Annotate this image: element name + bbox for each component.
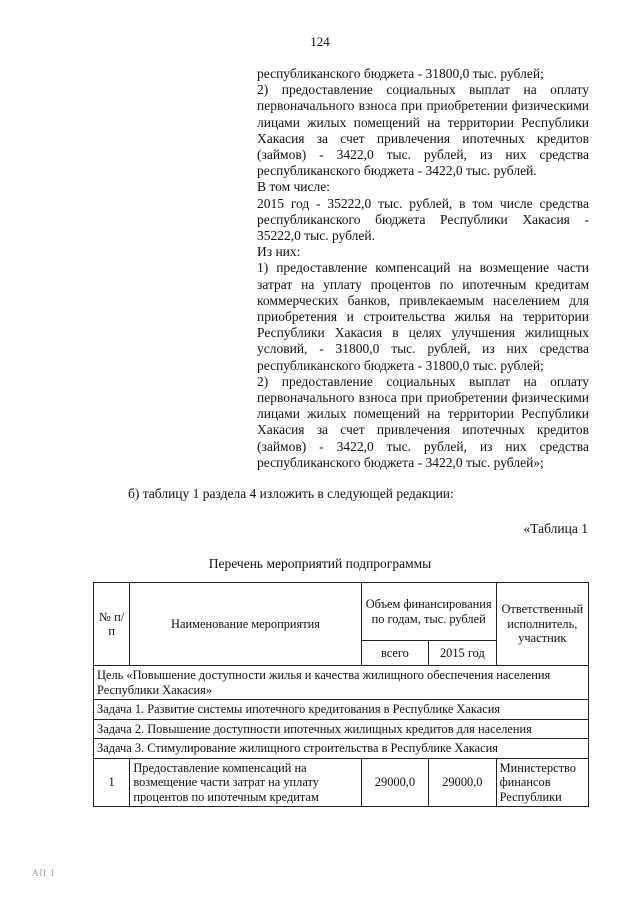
- body-paragraph: В том числе:: [257, 179, 330, 195]
- header-num: № п/п: [94, 583, 130, 666]
- header-funding: Объем финансирования по годам, тыс. рублей: [361, 583, 496, 641]
- item-responsible: Министерство финансов Республики: [496, 758, 588, 807]
- header-year: 2015 год: [429, 641, 496, 666]
- table-title: Перечень мероприятий подпрограммы: [208, 556, 432, 571]
- body-paragraph: республиканского бюджета - 31800,0 тыс. рублей;: [257, 66, 544, 81]
- header-responsible: Ответственный исполнитель, участник: [496, 583, 588, 666]
- item-name: Предоставление компенсаций на возмещение части затрат на уплату процентов по ипотечным кредитам: [130, 758, 361, 807]
- body-paragraph: Из них:: [257, 244, 301, 260]
- header-total: всего: [361, 641, 428, 666]
- body-paragraph: 2) предоставление социальных выплат на оплату первоначального взноса при приобретении физическими лицами жилых помещений на территории Республики Хакасия за счет привлечения ипотечных кредитов (займов) - 3422,0 тыс. рублей, из них средства республиканского бюджета - 3422,0 тыс. рублей.: [257, 82, 589, 179]
- goal-cell: Цель «Повышение доступности жилья и качества жилищного обеспечения населения Республики Хакасия»: [94, 666, 589, 700]
- measures-table: [93, 582, 589, 807]
- item-year: 29000,0: [429, 758, 496, 807]
- body-paragraph: 1) предоставление компенсаций на возмещение части затрат на уплату процентов по ипотечным кредитам коммерческих банков, привлекаемым населением для приобретения и строительства жилья на территории Республики Хакасия в целях улучшения жилищных условий, - 31800,0 тыс. рублей, из них средства республиканского бюджета - 31800,0 тыс. рублей;: [257, 260, 589, 373]
- table-row-task: [94, 700, 589, 720]
- table-row: [94, 758, 589, 807]
- header-name: Наименование мероприятия: [130, 583, 361, 666]
- body-paragraph: 2) предоставление социальных выплат на оплату первоначального взноса при приобретении физическими лицами жилых помещений на территории Республики Хакасия за счет привлечения ипотечных кредитов (займов) - 3422,0 тыс. рублей, из них средства республиканского бюджета - 3422,0 тыс. рублей»;: [257, 373, 589, 470]
- table-row-goal: [94, 666, 589, 700]
- footer-mark: АП 1: [32, 868, 56, 878]
- table-row-task: [94, 719, 589, 739]
- table-caption: «Таблица 1: [523, 521, 588, 536]
- task-cell: Задача 3. Стимулирование жилищного строительства в Республике Хакасия: [94, 739, 589, 759]
- table-header-row: [94, 583, 589, 641]
- page-number: 124: [310, 34, 330, 49]
- item-num: 1: [94, 758, 130, 807]
- body-text: [257, 66, 589, 471]
- task-cell: Задача 1. Развитие системы ипотечного кредитования в Республике Хакасия: [94, 700, 589, 720]
- item-total: 29000,0: [361, 758, 428, 807]
- table-row-task: [94, 739, 589, 759]
- task-cell: Задача 2. Повышение доступности ипотечных жилищных кредитов для населения: [94, 719, 589, 739]
- body-paragraph: 2015 год - 35222,0 тыс. рублей, в том числе средства республиканского бюджета Республики Хакасия - 35222,0 тыс. рублей.: [257, 195, 589, 244]
- amendment-instruction: б) таблицу 1 раздела 4 изложить в следующей редакции:: [128, 486, 454, 501]
